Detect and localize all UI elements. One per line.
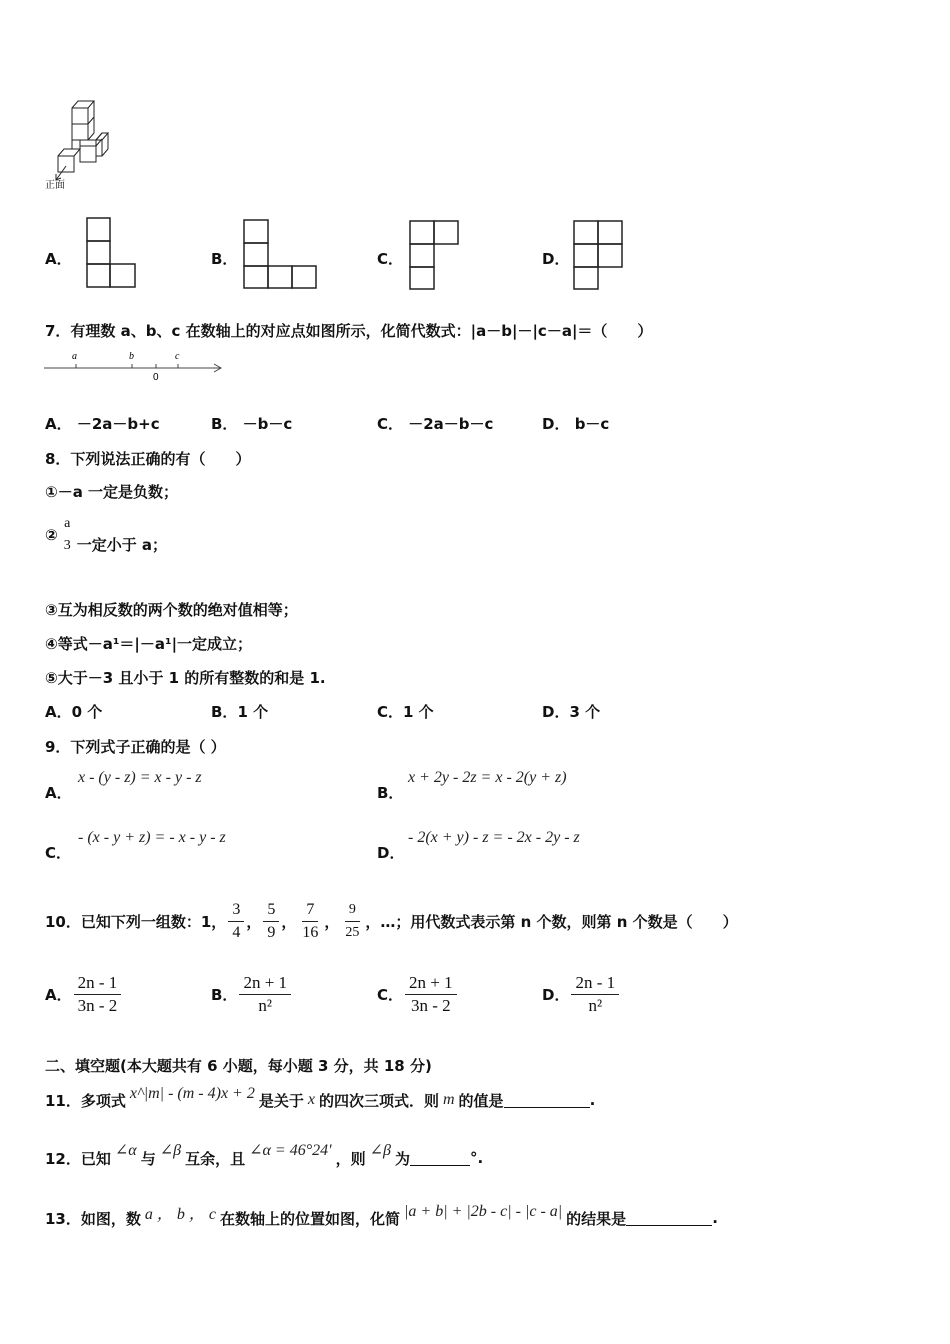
q10-option-a-den: 3n - 2 [77, 995, 118, 1015]
q7-option-d [542, 413, 609, 434]
q8-option-b-text: 1 个 [237, 703, 269, 721]
q11-prefix: 11．多项式 [45, 1091, 126, 1110]
q8-option-a-label: A． [45, 703, 72, 721]
q11-var-m: m [442, 1091, 455, 1108]
q13-end: . [712, 1209, 718, 1227]
q10-option-b-den: n² [258, 995, 273, 1015]
q7-number-line [44, 346, 226, 382]
front-label: 正面 [45, 180, 65, 191]
q12-beta-2: ∠β [369, 1142, 391, 1159]
q8-option-c-label: C． [377, 703, 404, 721]
q8-statement-2 [45, 515, 167, 555]
q10-frac-3-num: 7 [302, 901, 318, 922]
q10-stem-prefix: 10．已知下列一组数：1， [45, 912, 227, 931]
q8-option-b [211, 701, 268, 722]
q12-prefix: 12．已知 [45, 1149, 111, 1168]
q8-option-d-text: 3 个 [569, 703, 601, 721]
q10-frac-3-den: 16 [302, 923, 319, 941]
q7-option-a [45, 413, 160, 434]
q9-option-b-label: B． [377, 784, 404, 802]
q10-option-c-den: 3n - 2 [410, 995, 451, 1015]
q10-frac-1-den: 4 [232, 923, 241, 941]
nl-label-a: a [72, 351, 77, 362]
q10-option-c-label: C． [377, 985, 404, 1004]
q12-answer-blank[interactable] [410, 1151, 470, 1166]
q11-end: . [589, 1091, 596, 1109]
q10-option-d-num: 2n - 1 [571, 974, 619, 995]
q10-frac-1 [228, 901, 244, 942]
q12-and: 与 [140, 1149, 156, 1168]
nl-label-b: b [129, 351, 134, 362]
q10-frac-4-den: 25 [345, 924, 360, 940]
q8-s2-fraction [60, 515, 75, 555]
option-c-label: C． [377, 250, 404, 268]
q8-statement-4: ④等式－a¹＝|－a¹|一定成立； [45, 635, 253, 653]
q8-s2-num: a [64, 516, 71, 531]
q10-frac-4 [341, 901, 363, 942]
q9-option-d-label: D． [377, 844, 405, 862]
q10-option-b-num: 2n + 1 [239, 974, 291, 995]
q10-comma: ， [246, 912, 262, 931]
q8-stem: 8．下列说法正确的有（ ） [45, 450, 251, 468]
q9-option-a-expr: x - (y - z) = x - y - z [78, 769, 202, 786]
q10-comma: ， [324, 912, 340, 931]
q12-beta: ∠β [159, 1142, 182, 1159]
q7-option-c-text: －2a－b－c [408, 415, 494, 433]
q8-statement-1: ①－a 一定是负数； [45, 483, 179, 501]
q10-frac-1-num: 3 [228, 901, 244, 922]
q8-statement-5: ⑤大于－3 且小于 1 的所有整数的和是 1. [45, 669, 326, 687]
q11-middle: 是关于 [258, 1091, 304, 1110]
q11 [45, 1083, 595, 1117]
q11-suffix: 的值是 [458, 1091, 504, 1110]
nl-label-c: c [175, 351, 180, 362]
q7-option-a-label: A． [45, 415, 72, 433]
q11-answer-blank[interactable] [504, 1093, 590, 1108]
q12-equation: ∠α = 46°24′ [249, 1142, 332, 1159]
q7-option-d-text: b－c [574, 415, 610, 433]
q10-frac-2 [263, 901, 279, 942]
q8-statement-3: ③互为相反数的两个数的绝对值相等； [45, 601, 298, 619]
q10-stem-suffix: ，…；用代数式表示第 n 个数，则第 n 个数是（ ） [365, 912, 738, 931]
q10-option-b-label: B． [211, 985, 238, 1004]
q12-alpha: ∠α [114, 1142, 137, 1159]
q8-s2-suffix: 一定小于 a； [76, 535, 168, 554]
q10-option-d [542, 968, 621, 1020]
q10-option-c-num: 2n + 1 [405, 974, 457, 995]
q8-option-d-label: D． [542, 703, 570, 721]
q8-s2-prefix: ② [45, 526, 58, 544]
q13-mid: 在数轴上的位置如图，化简 [219, 1209, 400, 1228]
q11-middle2: 的四次三项式．则 [318, 1091, 439, 1110]
q9-option-c-expr: - (x - y + z) = - x - y - z [78, 829, 226, 846]
q10-option-c [377, 968, 459, 1020]
q13-prefix: 13．如图，数 [45, 1209, 141, 1228]
q12 [45, 1138, 483, 1178]
q7-option-c [377, 413, 493, 434]
q11-expr: x^|m| - (m - 4)x + 2 [129, 1085, 255, 1102]
q9-option-a-label: A． [45, 784, 72, 802]
option-d-label: D． [542, 250, 570, 268]
q7-option-b [211, 413, 292, 434]
q10-option-d-label: D． [542, 985, 570, 1004]
q13 [45, 1198, 718, 1238]
q8-option-a-text: 0 个 [71, 703, 103, 721]
q9-option-b-expr: x + 2y - 2z = x - 2(y + z) [408, 769, 567, 786]
q7-stem: 7．有理数 a、b、c 在数轴上的对应点如图所示，化简代数式：|a－b|－|c－a|＝（ ） [45, 322, 653, 340]
option-b-label: B． [211, 250, 238, 268]
q9-option-c-label: C． [45, 844, 72, 862]
q12-suffix: 为 [394, 1149, 410, 1168]
q7-option-b-text: －b－c [242, 415, 293, 433]
q13-expr: |a + b| + |2b - c| - |c - a| [404, 1203, 563, 1220]
q10-option-a-num: 2n - 1 [74, 974, 122, 995]
q13-vars: a ， b ， c [144, 1205, 216, 1223]
option-c-figure [409, 220, 463, 292]
q10-option-b-frac [239, 974, 291, 1015]
q13-answer-blank[interactable] [626, 1211, 712, 1226]
q8-option-a [45, 701, 102, 722]
q7-option-c-label: C． [377, 415, 404, 433]
section-2-heading: 二、填空题(本大题共有 6 小题，每小题 3 分，共 18 分) [45, 1057, 432, 1075]
q8-option-c [377, 701, 434, 722]
q7-option-a-text: －2a－b+c [76, 415, 160, 433]
q10-frac-3 [298, 901, 322, 942]
option-a-figure [86, 217, 138, 289]
q9-stem: 9．下列式子正确的是（ ） [45, 738, 226, 756]
q13-suffix: 的结果是 [566, 1209, 627, 1228]
q10-comma: ， [281, 912, 297, 931]
q11-var-x: x [307, 1091, 315, 1108]
option-a-label: A． [45, 250, 72, 268]
q7-option-d-label: D． [542, 415, 570, 433]
nl-label-zero: 0 [153, 372, 159, 383]
q9-option-d-expr: - 2(x + y) - z = - 2x - 2y - z [408, 829, 580, 846]
q10-frac-4-num: 9 [345, 901, 360, 922]
q8-option-c-text: 1 个 [403, 703, 434, 721]
q12-mid: 互余，且 [185, 1149, 246, 1168]
q10-frac-2-num: 5 [263, 901, 279, 922]
q10-option-d-den: n² [588, 995, 603, 1015]
q8-s2-den: 3 [63, 538, 71, 553]
q10-option-d-frac [571, 974, 619, 1015]
q8-option-b-label: B． [211, 703, 238, 721]
option-b-figure [243, 219, 321, 291]
q10-frac-2-den: 9 [267, 923, 276, 941]
q12-end: °. [470, 1149, 484, 1167]
q10-stem [45, 888, 738, 954]
q10-option-a [45, 968, 123, 1020]
q12-then: ，则 [335, 1149, 366, 1168]
option-d-figure [573, 220, 627, 292]
q10-option-a-label: A． [45, 985, 72, 1004]
q10-option-a-frac [74, 974, 122, 1015]
q7-option-b-label: B． [211, 415, 238, 433]
q8-option-d [542, 701, 600, 722]
q10-option-c-frac [405, 974, 457, 1015]
q10-option-b [211, 968, 293, 1020]
